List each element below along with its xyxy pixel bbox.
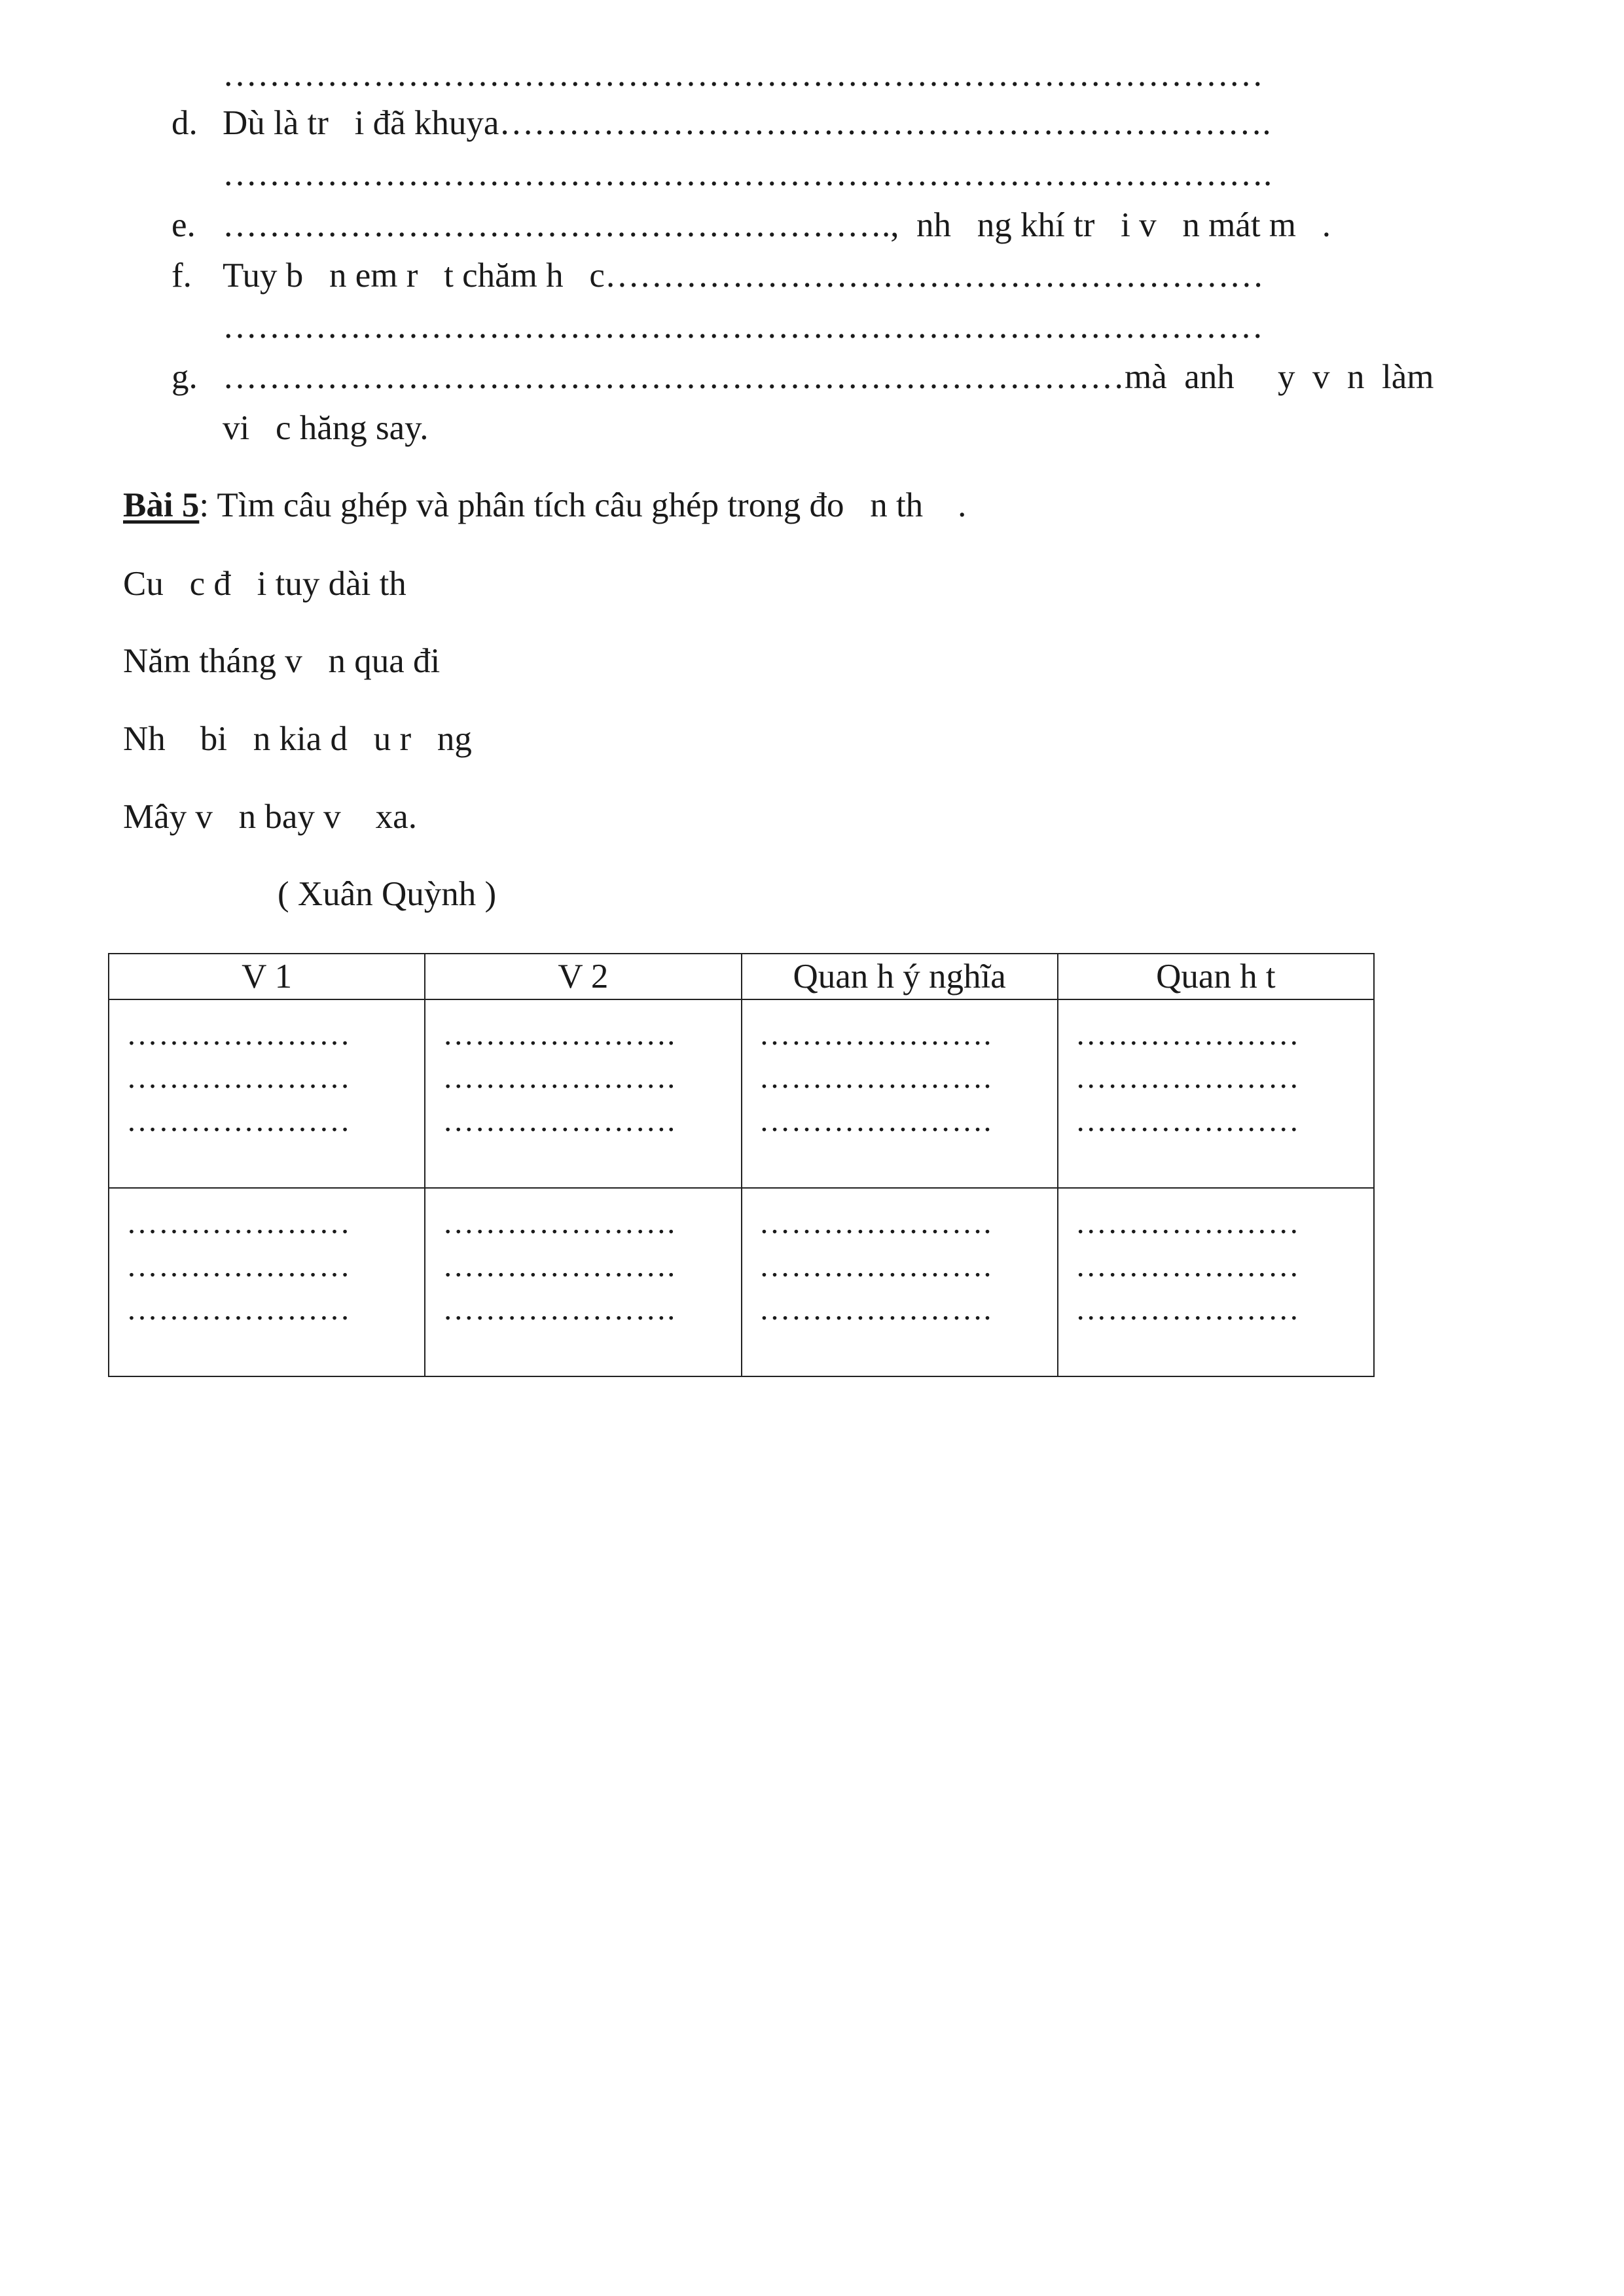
table-cell[interactable] xyxy=(742,999,1058,1188)
analysis-table xyxy=(108,953,1375,1377)
table-cell[interactable] xyxy=(425,1188,741,1376)
item-letter: e. xyxy=(171,206,196,244)
exercise-instruction: : Tìm câu ghép và phân tích câu ghép trong đo n th . xyxy=(199,486,967,524)
item-letter: f. xyxy=(171,257,192,295)
exercise-heading xyxy=(123,488,966,523)
table-row xyxy=(109,1188,1374,1376)
exercise-line: ……………………………………………………………………mà anh y v n làm xyxy=(223,358,1434,396)
column-header: V 1 xyxy=(109,954,425,999)
poem-author: ( Xuân Quỳnh ) xyxy=(278,875,497,913)
table-header-row xyxy=(109,954,1374,999)
answer-blank: ………………… ………………… ………………… xyxy=(126,1206,351,1327)
answer-blank: …………………. …………………. …………………. xyxy=(759,1017,992,1138)
table-cell[interactable] xyxy=(1058,1188,1374,1376)
item-letter: d. xyxy=(171,104,198,142)
exercise-title: Bài 5 xyxy=(123,486,200,524)
poem-line: Mây v n bay v xa. xyxy=(123,798,417,836)
exercise-line: Tuy b n em r t chăm h c………………………………………………… xyxy=(223,257,1264,295)
exercise-line: …………………………………………………., nh ng khí tr i v n mát m . xyxy=(223,206,1331,244)
answer-blank: …………………. …………………. …………………. xyxy=(442,1017,676,1138)
poem-line: Năm tháng v n qua đi xyxy=(123,642,441,680)
answer-blank: ………………… ………………… ………………… xyxy=(126,1017,351,1138)
answer-blank: …………………. …………………. …………………. xyxy=(442,1206,676,1327)
table-cell[interactable] xyxy=(425,999,741,1188)
table-cell[interactable] xyxy=(1058,999,1374,1188)
column-header: Quan h ý nghĩa xyxy=(742,954,1058,999)
item-letter: g. xyxy=(171,358,198,396)
exercise-line: Dù là tr i đã khuya…………………………………………………………. xyxy=(223,104,1271,142)
answer-blank: …………………. …………………. …………………. xyxy=(759,1206,992,1327)
exercise-line: ……………………………………………………………………………… xyxy=(223,308,1263,346)
column-header: V 2 xyxy=(425,954,741,999)
column-header: Quan h t xyxy=(1058,954,1374,999)
exercise-line: vi c hăng say. xyxy=(223,409,429,447)
answer-blank: ………………… ………………… ………………… xyxy=(1075,1206,1300,1327)
table-cell[interactable] xyxy=(742,1188,1058,1376)
table-cell[interactable] xyxy=(109,1188,425,1376)
answer-blank: ………………… ………………… ………………… xyxy=(1075,1017,1300,1138)
table-cell[interactable] xyxy=(109,999,425,1188)
table-row xyxy=(109,999,1374,1188)
exercise-line: ……………………………………………………………………………… xyxy=(223,56,1263,94)
poem-line: Nh bi n kia d u r ng xyxy=(123,720,472,758)
exercise-line: ………………………………………………………………………………. xyxy=(223,155,1272,193)
poem-line: Cu c đ i tuy dài th xyxy=(123,565,406,603)
